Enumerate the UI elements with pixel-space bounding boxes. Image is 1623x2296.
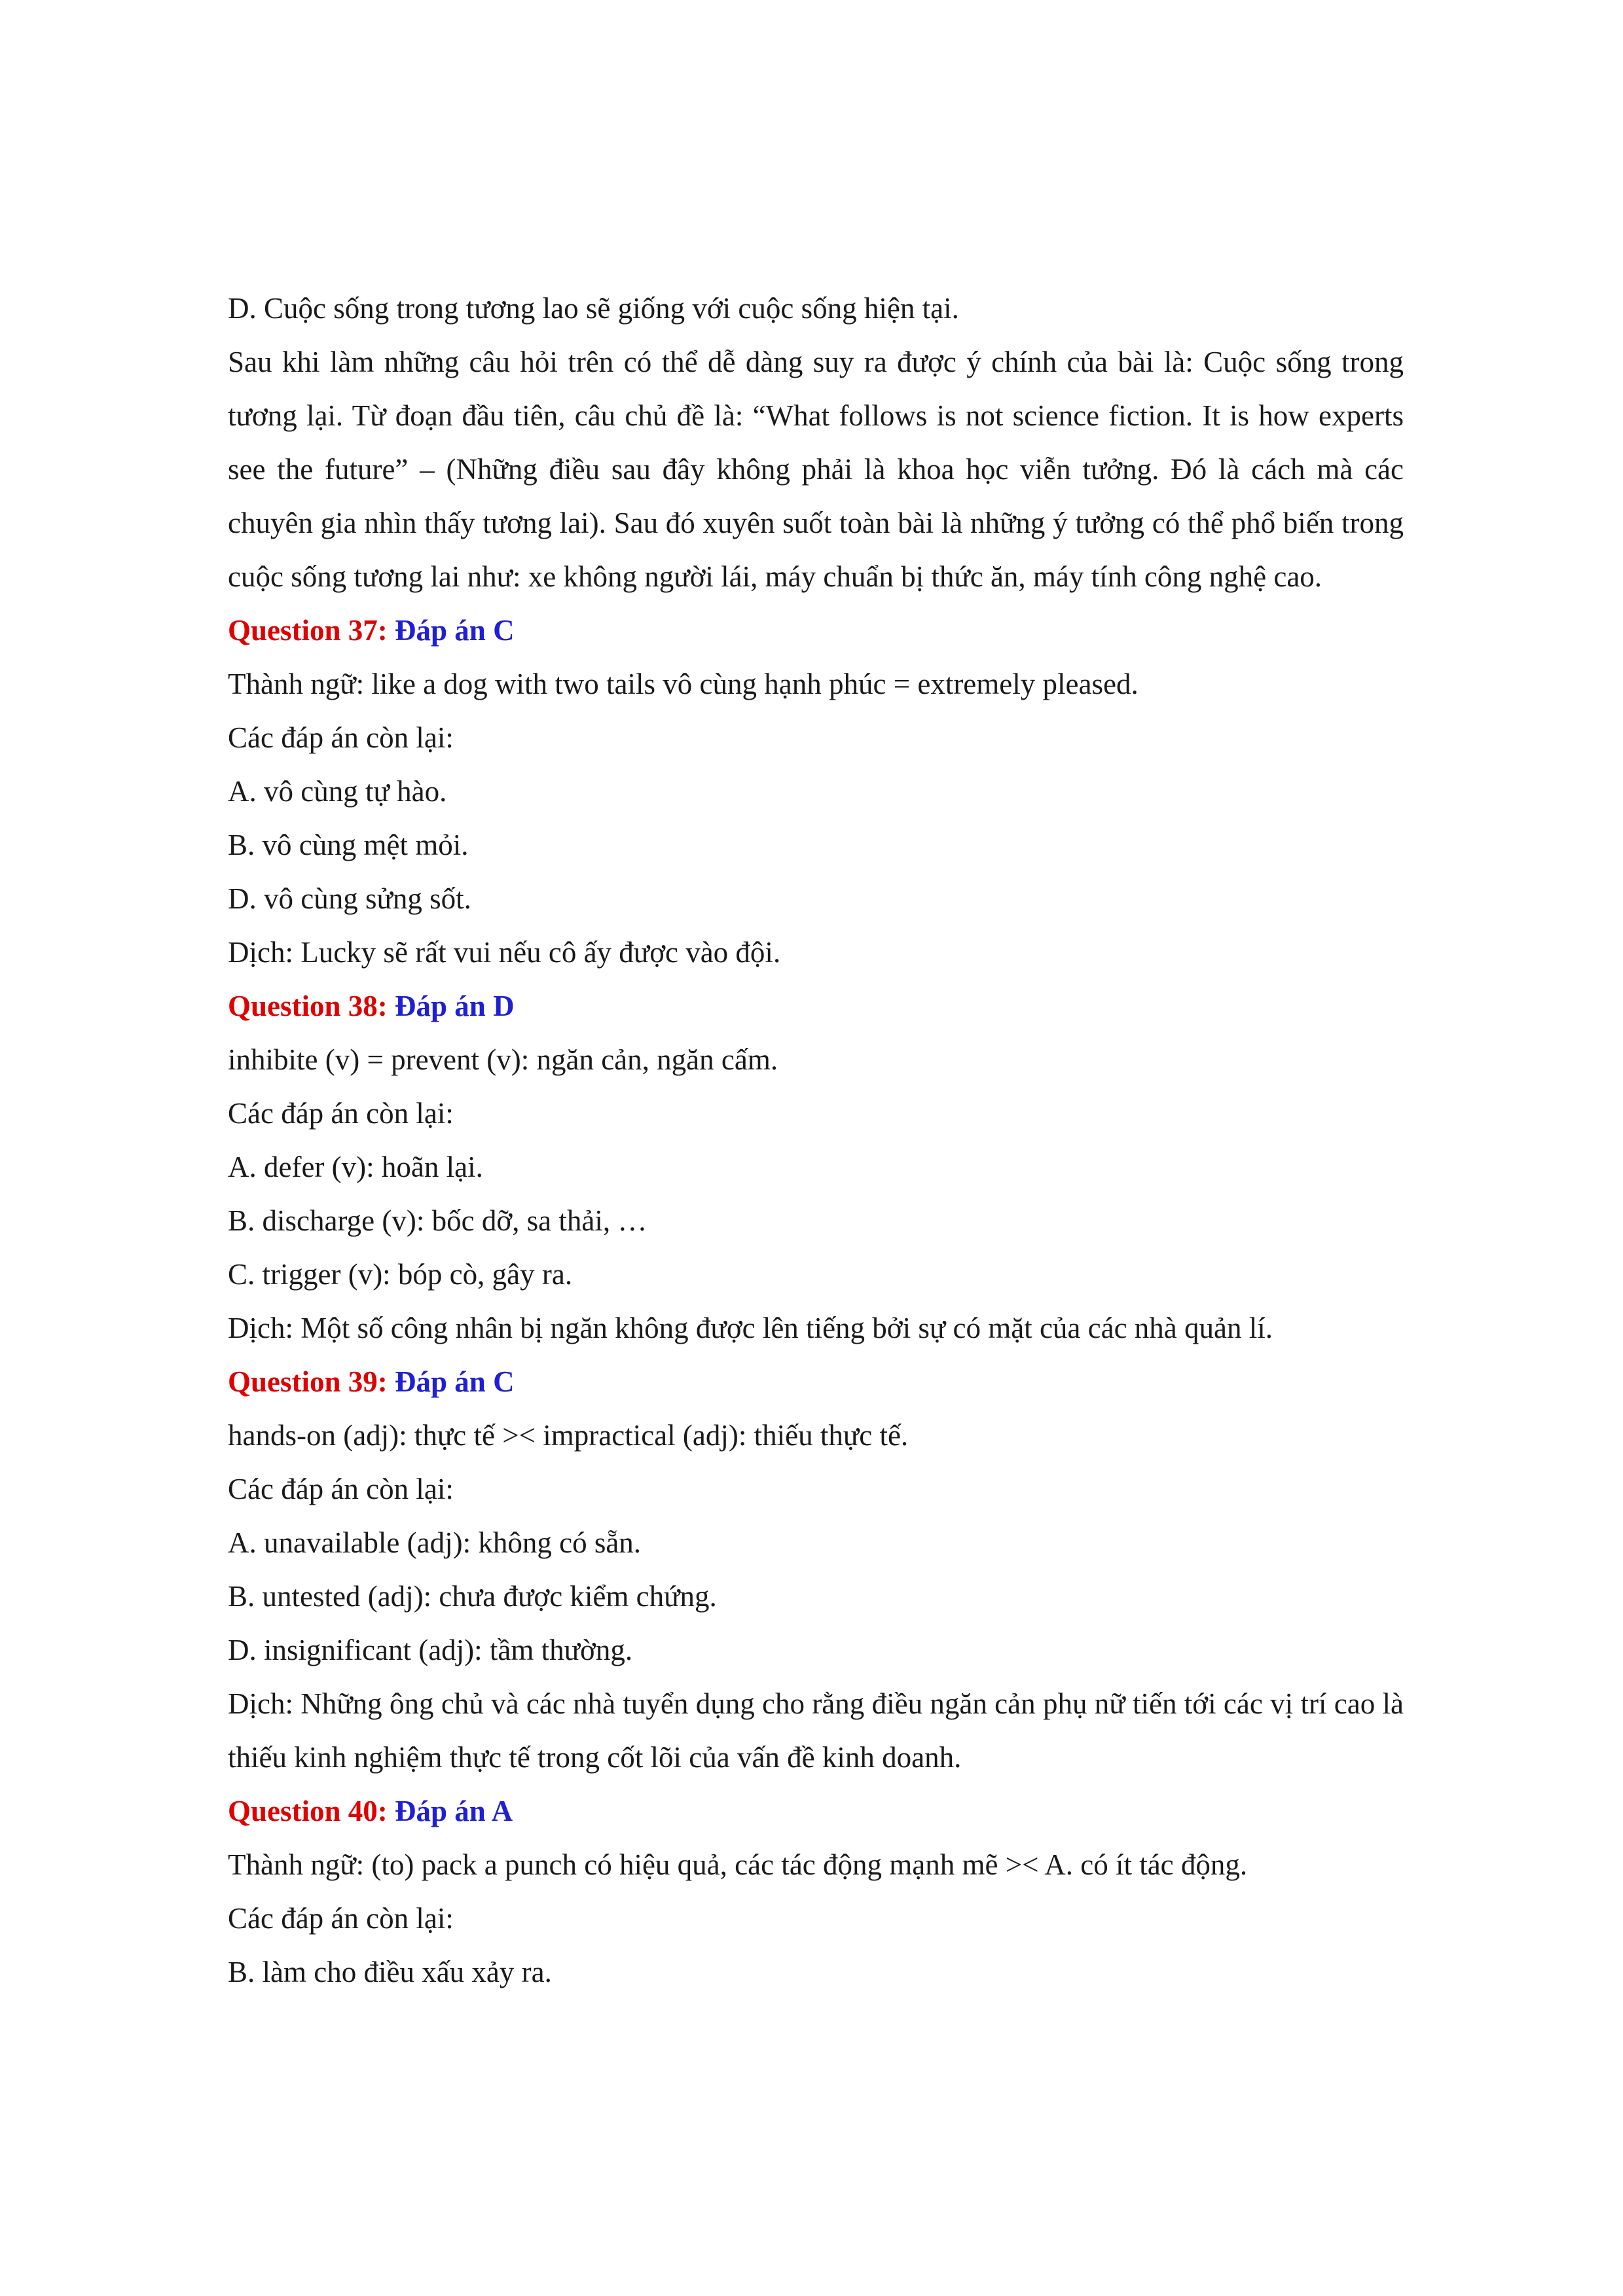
others-heading: Các đáp án còn lại: xyxy=(228,1473,454,1505)
explanation: inhibite (v) = prevent (v): ngăn cản, ngăn cấm. xyxy=(228,1043,778,1076)
question-heading xyxy=(228,603,1404,657)
other-option: D. vô cùng sửng sốt. xyxy=(228,882,471,915)
question-heading xyxy=(228,1784,1404,1838)
answer-label: Đáp án A xyxy=(395,1795,513,1827)
question-label: Question 38: xyxy=(228,990,388,1022)
intro-option: D. Cuộc sống trong tương lao sẽ giống với cuộc sống hiện tại. xyxy=(228,292,959,325)
other-option: C. trigger (v): bóp cò, gây ra. xyxy=(228,1258,573,1291)
answer-label: Đáp án C xyxy=(395,614,515,647)
answer-label: Đáp án C xyxy=(395,1365,515,1398)
answer-label: Đáp án D xyxy=(395,990,515,1022)
translation: Dịch: Lucky sẽ rất vui nếu cô ấy được vào đội. xyxy=(228,936,781,969)
explanation: Thành ngữ: (to) pack a punch có hiệu quả, các tác động mạnh mẽ >< A. có ít tác động. xyxy=(228,1848,1248,1881)
question-37-block xyxy=(228,603,1404,979)
others-heading: Các đáp án còn lại: xyxy=(228,1097,454,1130)
explanation: hands-on (adj): thực tế >< impractical (adj): thiếu thực tế. xyxy=(228,1419,909,1452)
question-heading xyxy=(228,1355,1404,1408)
others-heading: Các đáp án còn lại: xyxy=(228,721,454,754)
question-40-block xyxy=(228,1784,1404,1999)
other-option: B. làm cho điều xấu xảy ra. xyxy=(228,1956,552,1988)
question-39-block xyxy=(228,1355,1404,1784)
question-38-block xyxy=(228,979,1404,1355)
question-label: Question 39: xyxy=(228,1365,388,1398)
others-heading: Các đáp án còn lại: xyxy=(228,1902,454,1935)
explanation: Thành ngữ: like a dog with two tails vô cùng hạnh phúc = extremely pleased. xyxy=(228,668,1139,700)
other-option: B. vô cùng mệt mỏi. xyxy=(228,829,469,861)
document-page xyxy=(228,281,1404,1999)
other-option: D. insignificant (adj): tầm thường. xyxy=(228,1634,633,1666)
question-heading xyxy=(228,979,1404,1033)
other-option: B. untested (adj): chưa được kiểm chứng. xyxy=(228,1580,717,1613)
question-label: Question 37: xyxy=(228,614,388,647)
translation: Dịch: Một số công nhân bị ngăn không được lên tiếng bởi sự có mặt của các nhà quản lí. xyxy=(228,1312,1273,1344)
other-option: A. vô cùng tự hào. xyxy=(228,775,447,808)
translation: Dịch: Những ông chủ và các nhà tuyển dụng cho rằng điều ngăn cản phụ nữ tiến tới các vị trí cao là thiếu kinh nghiệm thực tế trong cốt lõi của vấn đề kinh doanh. xyxy=(228,1687,1404,1774)
summary-paragraph: Sau khi làm những câu hỏi trên có thể dễ dàng suy ra được ý chính của bài là: Cuộc sống trong tương lại. Từ đoạn đầu tiên, câu chủ đề là: “What follows is not science fiction. It is how experts see the future” – (Những điều sau đây không phải là khoa học viễn tưởng. Đó là cách mà các chuyên gia nhìn thấy tương lai). Sau đó xuyên suốt toàn bài là những ý tưởng có thể phổ biến trong cuộc sống tương lai như: xe không người lái, máy chuẩn bị thức ăn, máy tính công nghệ cao. xyxy=(228,346,1404,593)
other-option: B. discharge (v): bốc dỡ, sa thải, … xyxy=(228,1204,647,1237)
other-option: A. defer (v): hoãn lại. xyxy=(228,1151,483,1183)
question-label: Question 40: xyxy=(228,1795,388,1827)
other-option: A. unavailable (adj): không có sẵn. xyxy=(228,1526,642,1559)
